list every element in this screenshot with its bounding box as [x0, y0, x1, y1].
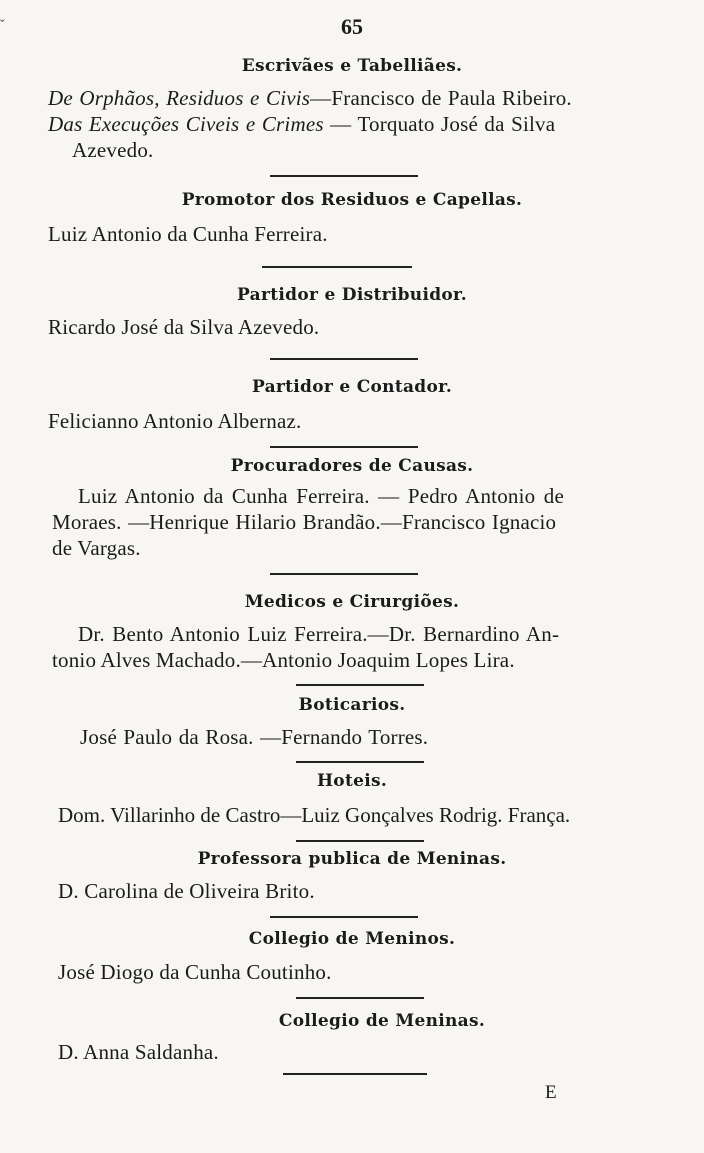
section-divider [296, 997, 424, 999]
entry-text: D. Carolina de Oliveira Brito. [58, 879, 315, 903]
entry-text: Luiz Antonio da Cunha Ferreira. — Pedro Antonio de [78, 484, 565, 508]
section-divider [296, 840, 424, 842]
entry-line [58, 1040, 219, 1065]
section-heading: Partidor e Contador. [251, 377, 453, 397]
section-heading: Partidor e Distribuidor. [237, 285, 467, 305]
entry-text: Azevedo. [72, 138, 154, 162]
entry-text: Felicianno Antonio Albernaz. [48, 409, 302, 433]
section-divider [296, 684, 424, 686]
entry-line [52, 648, 515, 673]
entry-text: Dom. Villarinho de Castro—Luiz Gonçalves Rodrig. França. [58, 803, 571, 827]
section-heading: Hoteis. [316, 771, 388, 791]
section-heading: Boticarios. [298, 695, 406, 715]
entry-line [48, 315, 319, 340]
section-heading: Procuradores de Causas. [230, 456, 474, 476]
entry-line [48, 409, 301, 434]
page-number: 65 [341, 14, 363, 39]
entry-line [48, 86, 572, 111]
entry-text: Luiz Antonio da Cunha Ferreira. [48, 222, 328, 246]
catchword: E [545, 1082, 557, 1103]
section-heading: Professora publica de Meninas. [197, 849, 507, 869]
entry-line [52, 510, 556, 535]
section-divider [270, 916, 418, 918]
scan-mark: ˇ [0, 18, 5, 33]
entry-line [48, 112, 555, 137]
section-heading: Collegio de Meninos. [248, 929, 456, 949]
entry-text: Dr. Bento Antonio Luiz Ferreira.—Dr. Bernardino An- [78, 622, 560, 646]
section-heading: Escrivães e Tabelliães. [241, 56, 463, 76]
section-divider [270, 573, 418, 575]
entry-line [52, 536, 141, 561]
entry-italic: Das Execuções Civeis e Crimes [48, 112, 324, 136]
section-divider [270, 446, 418, 448]
entry-text: José Diogo da Cunha Coutinho. [58, 960, 332, 984]
section-divider [283, 1073, 427, 1075]
entry-line [78, 484, 564, 509]
entry-text: D. Anna Saldanha. [58, 1040, 219, 1064]
entry-line [80, 725, 428, 750]
entry-text: Moraes. —Henrique Hilario Brandão.—Francisco Ignacio [52, 510, 557, 534]
section-divider [262, 266, 412, 268]
entry-text: —Francisco de Paula Ribeiro. [310, 86, 572, 110]
entry-text: de Vargas. [52, 536, 141, 560]
entry-text: José Paulo da Rosa. —Fernando Torres. [80, 725, 429, 749]
entry-line [58, 960, 332, 985]
entry-line [58, 803, 570, 828]
section-divider [296, 761, 424, 763]
entry-text: tonio Alves Machado.—Antonio Joaquim Lopes Lira. [52, 648, 515, 672]
section-heading: Medicos e Cirurgiões. [244, 592, 460, 612]
section-divider [270, 358, 418, 360]
entry-line [72, 138, 153, 163]
section-heading: Collegio de Meninas. [278, 1011, 486, 1031]
entry-text: Ricardo José da Silva Azevedo. [48, 315, 320, 339]
entry-line [48, 222, 328, 247]
section-divider [270, 175, 418, 177]
entry-line [78, 622, 559, 647]
entry-italic: De Orphãos, Residuos e Civis [48, 86, 311, 110]
entry-text: — Torquato José da Silva [323, 112, 556, 136]
entry-line [58, 879, 315, 904]
section-heading: Promotor dos Residuos e Capellas. [181, 190, 523, 210]
